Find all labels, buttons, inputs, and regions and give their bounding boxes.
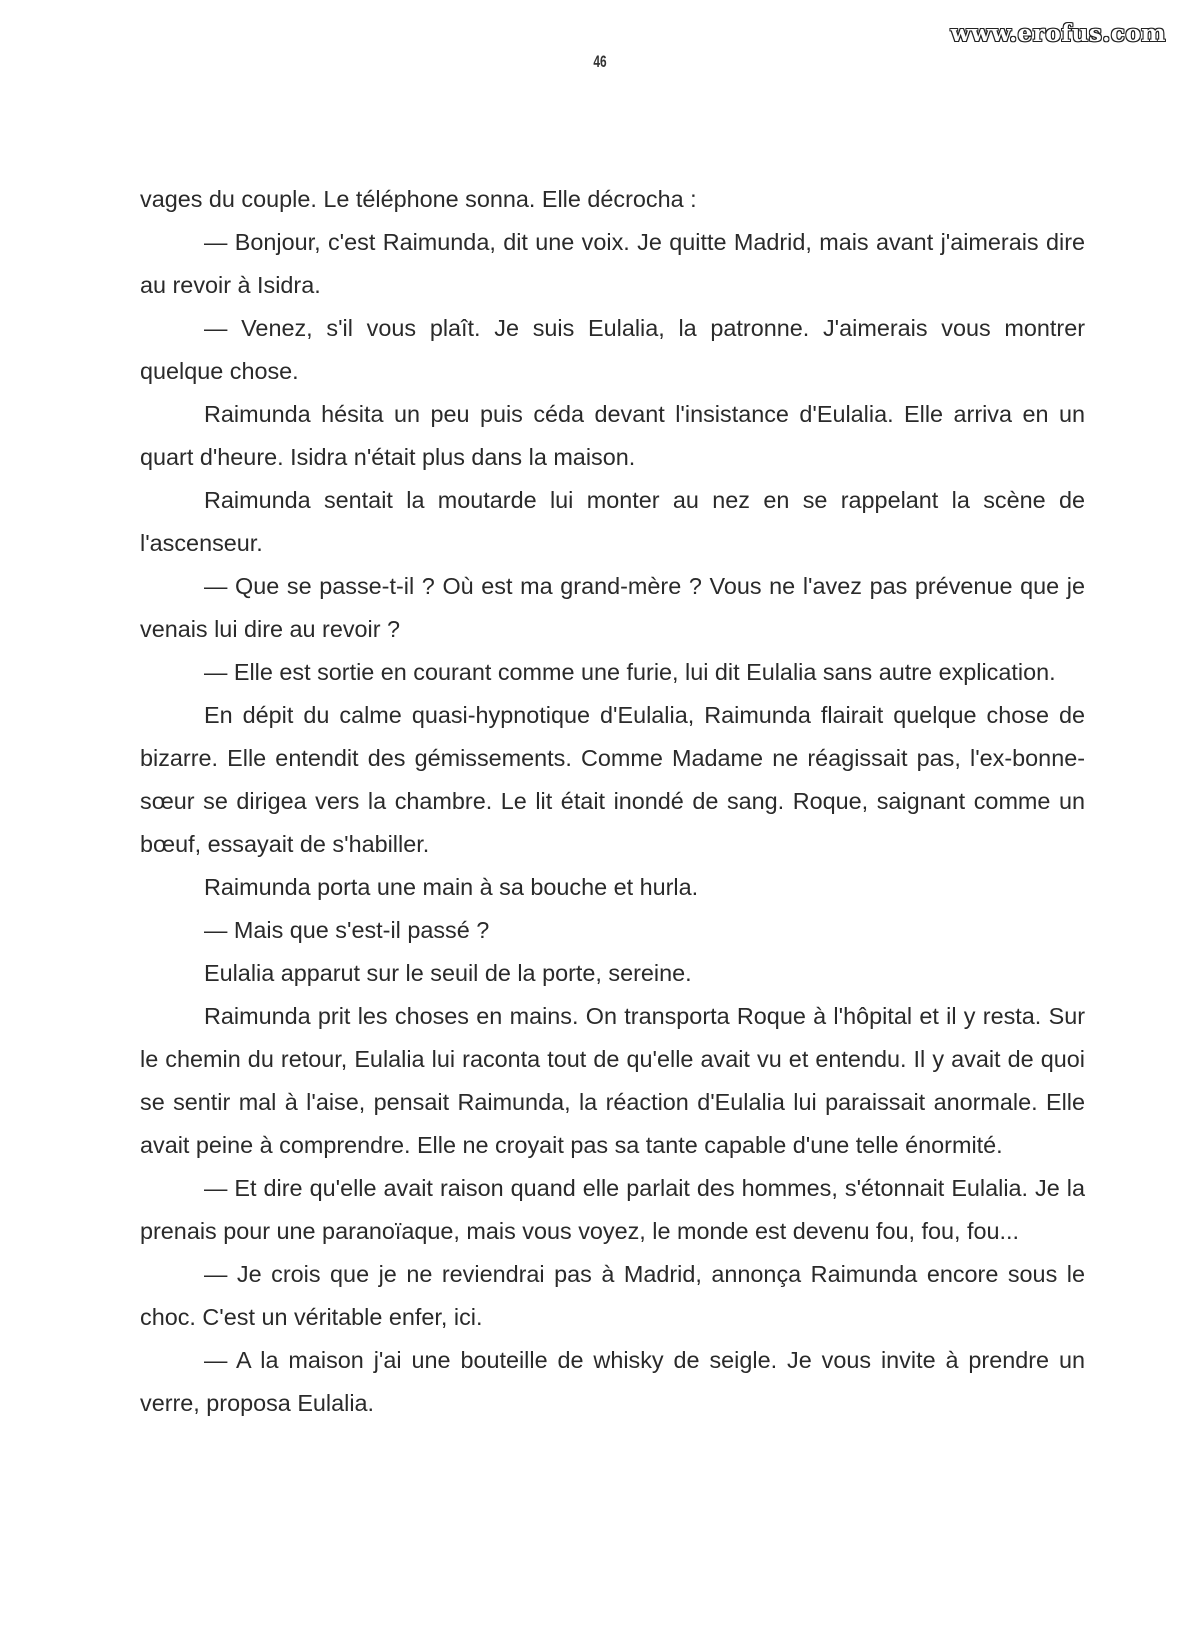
watermark-logo[interactable]: www.erofus.com — [950, 20, 1166, 47]
body-text — [140, 178, 1085, 1425]
paragraph: Raimunda sentait la moutarde lui monter au nez en se rappelant la scène de l'ascenseur. — [140, 487, 1085, 556]
paragraph: — Que se passe-t-il ? Où est ma grand-mère ? Vous ne l'avez pas prévenue que je venais lui dire au revoir ? — [140, 573, 1085, 642]
paragraph: — Je crois que je ne reviendrai pas à Madrid, annonça Raimunda encore sous le choc. C'est un véritable enfer, ici. — [140, 1261, 1085, 1330]
paragraph: Eulalia apparut sur le seuil de la porte, sereine. — [204, 960, 692, 986]
paragraph: vages du couple. Le téléphone sonna. Elle décrocha : — [140, 186, 697, 212]
paragraph: Raimunda hésita un peu puis céda devant l'insistance d'Eulalia. Elle arriva en un quart d'heure. Isidra n'était plus dans la maison. — [140, 401, 1085, 470]
paragraph: — A la maison j'ai une bouteille de whisky de seigle. Je vous invite à prendre un verre, proposa Eulalia. — [140, 1347, 1085, 1416]
page-number: 46 — [593, 52, 607, 71]
paragraph: — Venez, s'il vous plaît. Je suis Eulalia, la patronne. J'aimerais vous montrer quelque chose. — [140, 315, 1085, 384]
paragraph: — Et dire qu'elle avait raison quand elle parlait des hommes, s'étonnait Eulalia. Je la prenais pour une paranoïaque, mais vous voyez, le monde est devenu fou, fou, fou... — [140, 1175, 1085, 1244]
paragraph: Raimunda porta une main à sa bouche et hurla. — [204, 874, 699, 900]
paragraph: — Mais que s'est-il passé ? — [204, 917, 490, 943]
paragraph: En dépit du calme quasi-hypnotique d'Eulalia, Raimunda flairait quelque chose de bizarre. Elle entendit des gémissements. Comme Madame ne réagissait pas, l'ex-bonne-sœur se dirigea vers la chambre. Le lit était inondé de sang. Roque, saignant comme un bœuf, essayait de s'habiller. — [140, 702, 1085, 857]
paragraph: — Elle est sortie en courant comme une furie, lui dit Eulalia sans autre explication. — [204, 659, 1056, 685]
paragraph: — Bonjour, c'est Raimunda, dit une voix. Je quitte Madrid, mais avant j'aimerais dire au revoir à Isidra. — [140, 229, 1085, 298]
paragraph: Raimunda prit les choses en mains. On transporta Roque à l'hôpital et il y resta. Sur le chemin du retour, Eulalia lui raconta tout de qu'elle avait vu et entendu. Il y avait de quoi se sentir mal à l'aise, pensait Raimunda, la réaction d'Eulalia lui paraissait anormale. Elle avait peine à comprendre. Elle ne croyait pas sa tante capable d'une telle énormité. — [140, 1003, 1085, 1158]
